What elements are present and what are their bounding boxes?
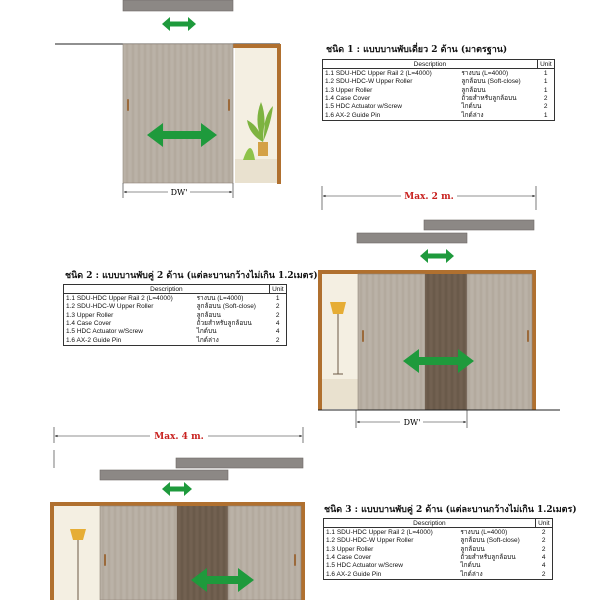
item-unit: 4 [275, 319, 280, 327]
table-row [64, 311, 287, 319]
table-row [323, 103, 555, 111]
item-thai: ลูกล้อบน (Soft-close) [460, 537, 520, 545]
type2-max-label: Max. 2 m. [404, 192, 454, 202]
item-code: 1.3 Upper Roller [325, 86, 373, 94]
type1-title: ชนิด 1 : แบบบานพับเดี่ยว 2 ด้าน (มาตรฐาน) [326, 45, 508, 55]
type3-max-label: Max. 4 m. [154, 432, 204, 442]
type3-rail-arrow [162, 482, 192, 496]
table-row [64, 337, 287, 346]
type3-description-header: Description [324, 519, 536, 528]
item-thai: ไกด์ล่าง [196, 336, 219, 344]
item-code: 1.2 SDU-HDC-W Upper Roller [66, 303, 154, 311]
table-row [324, 537, 553, 545]
table-row [64, 320, 287, 328]
table-row [64, 303, 287, 311]
type2-spec-table [63, 284, 287, 346]
type2-room-view [322, 274, 358, 409]
item-code: 1.1 SDU-HDC Upper Rail 2 (L=4000) [326, 529, 433, 536]
type1-frame-right [277, 44, 281, 184]
type1-door [123, 44, 233, 183]
type3-unit-header: Unit [535, 519, 552, 528]
type3-door-left [100, 506, 177, 600]
item-code: 1.4 Case Cover [325, 94, 371, 102]
item-thai: ไกด์บน [196, 328, 217, 336]
item-code: 1.3 Upper Roller [66, 311, 114, 319]
type2-handle-left [362, 330, 364, 342]
type1-dw-label: DW' [170, 188, 188, 197]
item-thai: ถ้วยสำหรับลูกล้อบน [196, 319, 252, 327]
item-thai: รางบน (L=4000) [461, 70, 509, 77]
table-row [323, 95, 555, 103]
item-unit: 2 [541, 529, 546, 536]
item-unit: 1 [543, 78, 548, 86]
type2-frame-right [532, 270, 536, 410]
type3-rail-upper [176, 458, 303, 468]
item-unit: 1 [543, 111, 548, 119]
item-code: 1.4 Case Cover [66, 319, 112, 327]
type2-rail-arrow [420, 249, 454, 263]
type3-spec-table [323, 518, 553, 580]
item-thai: ลูกล้อบน (Soft-close) [461, 78, 521, 86]
item-unit: 4 [541, 553, 546, 561]
type1-handle-left [127, 99, 129, 111]
type1-frame-top [233, 44, 281, 48]
table-row [323, 69, 555, 79]
type3-handle-left [104, 554, 106, 566]
table-row [324, 562, 553, 570]
item-unit: 2 [541, 570, 546, 578]
item-code: 1.5 HDC Actuator w/Screw [326, 562, 403, 570]
type2-title: ชนิด 2 : แบบบานพับคู่ 2 ด้าน (แต่ละบานกว้างไม่เกิน 1.2เมตร) [65, 271, 318, 281]
type3-frame-left [50, 502, 54, 600]
table-row [323, 112, 555, 121]
type3-title: ชนิด 3 : แบบบานพับคู่ 2 ด้าน (แต่ละบานกว้างไม่เกิน 1.2เมตร) [324, 505, 577, 515]
table-row [324, 554, 553, 562]
type1-description-header: Description [323, 60, 538, 69]
table-row [323, 78, 555, 86]
item-code: 1.4 Case Cover [326, 553, 372, 561]
type3-frame-top [50, 502, 305, 506]
item-thai: ถ้วยสำหรับลูกล้อบน [460, 553, 516, 561]
item-thai: ลูกล้อบน [460, 545, 485, 553]
type3-frame-right [301, 502, 305, 600]
type2-door-left [358, 274, 425, 410]
item-unit: 1 [275, 295, 280, 302]
type2-rail-lower [357, 233, 467, 243]
table-row [323, 86, 555, 94]
item-code: 1.1 SDU-HDC Upper Rail 2 (L=4000) [325, 70, 432, 77]
item-code: 1.6 AX-2 Guide Pin [66, 336, 122, 344]
type2-rail-upper [424, 220, 534, 230]
item-code: 1.5 HDC Actuator w/Screw [325, 103, 402, 111]
item-unit: 1 [543, 86, 548, 94]
type2-frame-top [318, 270, 536, 274]
type1-rail [123, 0, 233, 11]
type1-unit-header: Unit [537, 60, 554, 69]
type2-description-header: Description [64, 285, 270, 294]
item-thai: ไกด์บน [460, 562, 481, 570]
type2-dw-label: DW' [403, 418, 421, 427]
table-row [324, 528, 553, 538]
table-row [324, 545, 553, 553]
item-code: 1.1 SDU-HDC Upper Rail 2 (L=4000) [66, 295, 173, 302]
item-unit: 2 [275, 303, 280, 311]
item-unit: 4 [541, 562, 546, 570]
item-code: 1.6 AX-2 Guide Pin [326, 570, 382, 578]
type2-frame-left [318, 270, 322, 410]
table-row [64, 328, 287, 336]
type1-spec-table [322, 59, 555, 121]
item-unit: 2 [543, 103, 548, 111]
item-unit: 4 [275, 328, 280, 336]
item-code: 1.6 AX-2 Guide Pin [325, 111, 381, 119]
type2-unit-header: Unit [269, 285, 286, 294]
item-thai: ลูกล้อบน [196, 311, 221, 319]
item-thai: ไกด์ล่าง [460, 570, 483, 578]
table-row [64, 294, 287, 304]
item-unit: 2 [275, 336, 280, 344]
item-unit: 2 [543, 94, 548, 102]
type3-room-view [54, 506, 100, 600]
table-row [324, 571, 553, 580]
item-unit: 1 [543, 70, 548, 77]
item-thai: ไกด์ล่าง [461, 111, 484, 119]
type2-door-center [425, 274, 467, 410]
type3-rail-lower [100, 470, 228, 480]
item-thai: รางบน (L=4000) [460, 529, 508, 536]
item-thai: ลูกล้อบน (Soft-close) [196, 303, 256, 311]
type2-diagram [318, 186, 560, 428]
item-code: 1.3 Upper Roller [326, 545, 374, 553]
item-code: 1.2 SDU-HDC-W Upper Roller [325, 78, 413, 86]
item-thai: ไกด์บน [461, 103, 482, 111]
type1-handle-right [228, 99, 230, 111]
item-unit: 2 [541, 545, 546, 553]
item-code: 1.2 SDU-HDC-W Upper Roller [326, 537, 414, 545]
type3-handle-right [294, 554, 296, 566]
item-unit: 2 [541, 537, 546, 545]
item-thai: รางบน (L=4000) [196, 295, 244, 302]
item-code: 1.5 HDC Actuator w/Screw [66, 328, 143, 336]
type1-diagram [55, 0, 281, 198]
item-thai: ถ้วยสำหรับลูกล้อบน [461, 94, 517, 102]
type2-door-right [467, 274, 532, 410]
type3-diagram [50, 427, 305, 600]
type1-rail-arrow [162, 17, 196, 31]
item-unit: 2 [275, 311, 280, 319]
item-thai: ลูกล้อบน [461, 86, 486, 94]
type2-handle-right [527, 330, 529, 342]
type1-room-view [235, 48, 277, 183]
